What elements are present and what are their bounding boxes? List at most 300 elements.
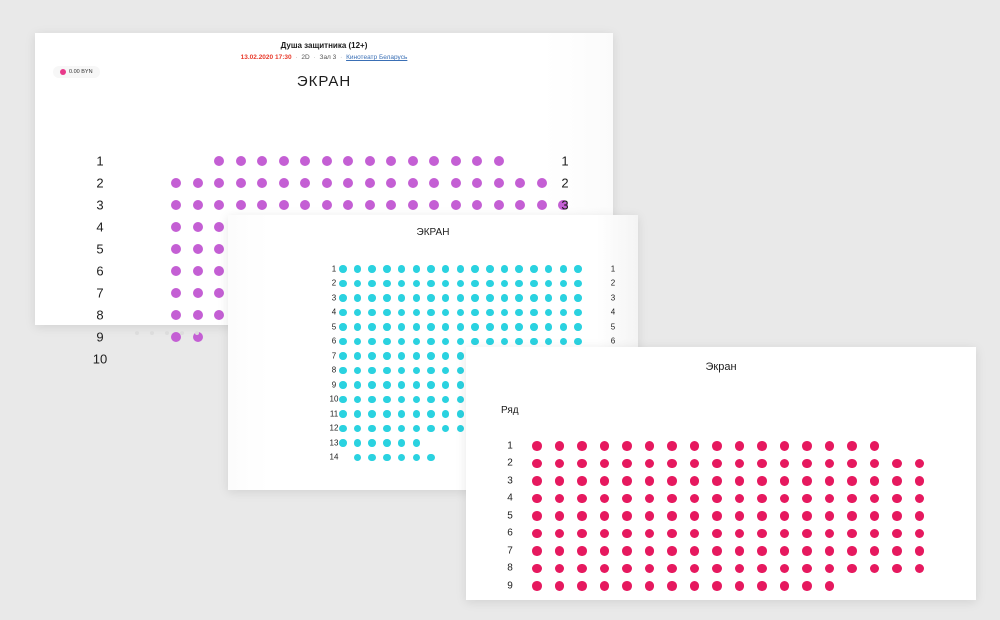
seat[interactable] bbox=[457, 410, 465, 418]
seat[interactable] bbox=[171, 178, 181, 188]
seat[interactable] bbox=[427, 454, 435, 462]
seat[interactable] bbox=[622, 546, 632, 556]
seat[interactable] bbox=[690, 459, 700, 469]
seat[interactable] bbox=[892, 494, 902, 504]
seat[interactable] bbox=[457, 265, 465, 273]
seat[interactable] bbox=[735, 476, 745, 486]
seat[interactable] bbox=[847, 529, 857, 539]
seat[interactable] bbox=[427, 265, 435, 273]
seat[interactable] bbox=[825, 546, 835, 556]
seat[interactable] bbox=[408, 156, 418, 166]
seat[interactable] bbox=[574, 309, 582, 317]
seat[interactable] bbox=[383, 280, 391, 288]
seat[interactable] bbox=[600, 494, 610, 504]
seat[interactable] bbox=[690, 476, 700, 486]
seat[interactable] bbox=[368, 323, 376, 331]
seat[interactable] bbox=[457, 294, 465, 302]
seat[interactable] bbox=[555, 494, 565, 504]
seat[interactable] bbox=[457, 352, 465, 360]
seat[interactable] bbox=[825, 441, 835, 451]
seat[interactable] bbox=[780, 529, 790, 539]
seat[interactable] bbox=[712, 581, 722, 591]
seat[interactable] bbox=[386, 200, 396, 210]
seat[interactable] bbox=[690, 529, 700, 539]
seat[interactable] bbox=[398, 265, 406, 273]
seat[interactable] bbox=[555, 546, 565, 556]
seat[interactable] bbox=[354, 454, 362, 462]
seat[interactable] bbox=[354, 280, 362, 288]
seat[interactable] bbox=[339, 323, 347, 331]
seat[interactable] bbox=[892, 459, 902, 469]
seat[interactable] bbox=[442, 309, 450, 317]
seat[interactable] bbox=[383, 439, 391, 447]
seat[interactable] bbox=[712, 476, 722, 486]
seat[interactable] bbox=[847, 511, 857, 521]
seat[interactable] bbox=[354, 265, 362, 273]
seat[interactable] bbox=[870, 476, 880, 486]
seat[interactable] bbox=[472, 178, 482, 188]
seat[interactable] bbox=[354, 367, 362, 375]
seat[interactable] bbox=[645, 459, 655, 469]
seat[interactable] bbox=[574, 338, 582, 346]
seat[interactable] bbox=[354, 410, 362, 418]
seat[interactable] bbox=[193, 266, 203, 276]
seat[interactable] bbox=[398, 439, 406, 447]
seat[interactable] bbox=[368, 396, 376, 404]
seat[interactable] bbox=[515, 323, 523, 331]
seat[interactable] bbox=[413, 294, 421, 302]
seat[interactable] bbox=[892, 476, 902, 486]
seat[interactable] bbox=[690, 441, 700, 451]
seat[interactable] bbox=[427, 294, 435, 302]
seat[interactable] bbox=[214, 178, 224, 188]
seat[interactable] bbox=[530, 280, 538, 288]
seat[interactable] bbox=[532, 476, 542, 486]
seat[interactable] bbox=[171, 288, 181, 298]
seat[interactable] bbox=[645, 441, 655, 451]
seat[interactable] bbox=[442, 280, 450, 288]
seat[interactable] bbox=[622, 459, 632, 469]
seat-selection-panel-crimson[interactable] bbox=[466, 347, 976, 600]
seat[interactable] bbox=[354, 439, 362, 447]
seat[interactable] bbox=[383, 338, 391, 346]
seat[interactable] bbox=[915, 494, 925, 504]
seat[interactable] bbox=[825, 581, 835, 591]
seat[interactable] bbox=[365, 200, 375, 210]
seat[interactable] bbox=[555, 441, 565, 451]
seat[interactable] bbox=[802, 546, 812, 556]
seat[interactable] bbox=[532, 546, 542, 556]
seat[interactable] bbox=[472, 156, 482, 166]
seat[interactable] bbox=[622, 441, 632, 451]
seat[interactable] bbox=[408, 200, 418, 210]
seat[interactable] bbox=[577, 476, 587, 486]
seat[interactable] bbox=[600, 476, 610, 486]
seat[interactable] bbox=[383, 352, 391, 360]
seat[interactable] bbox=[645, 494, 655, 504]
seat[interactable] bbox=[339, 367, 347, 375]
seat[interactable] bbox=[427, 367, 435, 375]
seat[interactable] bbox=[577, 564, 587, 574]
seat[interactable] bbox=[354, 396, 362, 404]
seat[interactable] bbox=[214, 310, 224, 320]
seat[interactable] bbox=[398, 454, 406, 462]
seat[interactable] bbox=[339, 425, 347, 433]
seat[interactable] bbox=[560, 265, 568, 273]
seat[interactable] bbox=[892, 529, 902, 539]
seat[interactable] bbox=[214, 244, 224, 254]
seat[interactable] bbox=[560, 309, 568, 317]
seat[interactable] bbox=[545, 280, 553, 288]
seat[interactable] bbox=[622, 494, 632, 504]
seat[interactable] bbox=[757, 546, 767, 556]
seat[interactable] bbox=[339, 396, 347, 404]
seat[interactable] bbox=[690, 564, 700, 574]
seat[interactable] bbox=[802, 476, 812, 486]
seat[interactable] bbox=[339, 352, 347, 360]
seat[interactable] bbox=[193, 244, 203, 254]
seat[interactable] bbox=[398, 323, 406, 331]
seat[interactable] bbox=[600, 529, 610, 539]
seat[interactable] bbox=[515, 200, 525, 210]
seat[interactable] bbox=[645, 511, 655, 521]
seat[interactable] bbox=[690, 581, 700, 591]
seat[interactable] bbox=[532, 581, 542, 591]
seat[interactable] bbox=[193, 200, 203, 210]
seat[interactable] bbox=[494, 156, 504, 166]
seat[interactable] bbox=[442, 352, 450, 360]
seat[interactable] bbox=[847, 564, 857, 574]
seat[interactable] bbox=[427, 381, 435, 389]
seat[interactable] bbox=[354, 425, 362, 433]
seat[interactable] bbox=[413, 338, 421, 346]
seat[interactable] bbox=[545, 265, 553, 273]
seat[interactable] bbox=[870, 511, 880, 521]
seat[interactable] bbox=[322, 200, 332, 210]
seat[interactable] bbox=[339, 439, 347, 447]
seat[interactable] bbox=[667, 476, 677, 486]
seat[interactable] bbox=[667, 459, 677, 469]
seat[interactable] bbox=[457, 280, 465, 288]
seat[interactable] bbox=[457, 396, 465, 404]
seat[interactable] bbox=[339, 294, 347, 302]
seat[interactable] bbox=[825, 511, 835, 521]
seat[interactable] bbox=[383, 425, 391, 433]
seat[interactable] bbox=[368, 309, 376, 317]
seat[interactable] bbox=[530, 323, 538, 331]
seat[interactable] bbox=[427, 338, 435, 346]
seat[interactable] bbox=[368, 425, 376, 433]
seat[interactable] bbox=[577, 581, 587, 591]
seat[interactable] bbox=[193, 310, 203, 320]
seat[interactable] bbox=[398, 280, 406, 288]
seat[interactable] bbox=[532, 441, 542, 451]
seat[interactable] bbox=[413, 396, 421, 404]
seat[interactable] bbox=[555, 476, 565, 486]
seat[interactable] bbox=[365, 178, 375, 188]
seat[interactable] bbox=[339, 280, 347, 288]
seat[interactable] bbox=[735, 529, 745, 539]
seat[interactable] bbox=[494, 178, 504, 188]
seat[interactable] bbox=[386, 156, 396, 166]
seat[interactable] bbox=[368, 280, 376, 288]
seat[interactable] bbox=[780, 441, 790, 451]
seat[interactable] bbox=[780, 494, 790, 504]
seat[interactable] bbox=[667, 441, 677, 451]
balance-badge[interactable] bbox=[53, 66, 100, 78]
seat[interactable] bbox=[257, 200, 267, 210]
seat[interactable] bbox=[383, 367, 391, 375]
seat[interactable] bbox=[368, 381, 376, 389]
seat[interactable] bbox=[398, 352, 406, 360]
seat[interactable] bbox=[343, 156, 353, 166]
seat[interactable] bbox=[354, 323, 362, 331]
seat[interactable] bbox=[577, 441, 587, 451]
seat[interactable] bbox=[577, 529, 587, 539]
seat[interactable] bbox=[368, 294, 376, 302]
seat[interactable] bbox=[398, 367, 406, 375]
seat[interactable] bbox=[532, 529, 542, 539]
seat[interactable] bbox=[622, 564, 632, 574]
seat[interactable] bbox=[386, 178, 396, 188]
seat[interactable] bbox=[530, 294, 538, 302]
seat[interactable] bbox=[870, 441, 880, 451]
seat[interactable] bbox=[429, 200, 439, 210]
seat[interactable] bbox=[915, 564, 925, 574]
seat[interactable] bbox=[472, 200, 482, 210]
seat[interactable] bbox=[622, 511, 632, 521]
seat[interactable] bbox=[600, 441, 610, 451]
seat[interactable] bbox=[457, 338, 465, 346]
seat[interactable] bbox=[802, 564, 812, 574]
seat[interactable] bbox=[915, 476, 925, 486]
seat[interactable] bbox=[501, 294, 509, 302]
seat[interactable] bbox=[457, 367, 465, 375]
seat[interactable] bbox=[486, 265, 494, 273]
seat[interactable] bbox=[398, 309, 406, 317]
seat[interactable] bbox=[825, 459, 835, 469]
seat[interactable] bbox=[368, 338, 376, 346]
seat[interactable] bbox=[383, 323, 391, 331]
seat[interactable] bbox=[339, 410, 347, 418]
seat[interactable] bbox=[530, 338, 538, 346]
seat[interactable] bbox=[171, 310, 181, 320]
seat[interactable] bbox=[515, 294, 523, 302]
seat[interactable] bbox=[780, 459, 790, 469]
seat[interactable] bbox=[622, 581, 632, 591]
seat[interactable] bbox=[667, 581, 677, 591]
seat[interactable] bbox=[193, 288, 203, 298]
seat[interactable] bbox=[413, 367, 421, 375]
seat[interactable] bbox=[365, 156, 375, 166]
seat[interactable] bbox=[780, 476, 790, 486]
seat[interactable] bbox=[735, 494, 745, 504]
seat[interactable] bbox=[398, 396, 406, 404]
seat[interactable] bbox=[802, 494, 812, 504]
seat[interactable] bbox=[825, 529, 835, 539]
seat[interactable] bbox=[667, 529, 677, 539]
seat[interactable] bbox=[354, 352, 362, 360]
seat[interactable] bbox=[622, 476, 632, 486]
seat[interactable] bbox=[712, 494, 722, 504]
seat[interactable] bbox=[408, 178, 418, 188]
seat[interactable] bbox=[712, 459, 722, 469]
seat[interactable] bbox=[712, 511, 722, 521]
seat[interactable] bbox=[532, 564, 542, 574]
seat[interactable] bbox=[354, 381, 362, 389]
seat[interactable] bbox=[735, 546, 745, 556]
seat[interactable] bbox=[515, 338, 523, 346]
seat[interactable] bbox=[398, 294, 406, 302]
seat[interactable] bbox=[383, 410, 391, 418]
seat[interactable] bbox=[667, 564, 677, 574]
seat[interactable] bbox=[515, 309, 523, 317]
seat[interactable] bbox=[398, 410, 406, 418]
seat[interactable] bbox=[515, 265, 523, 273]
seat[interactable] bbox=[712, 441, 722, 451]
seat[interactable] bbox=[555, 511, 565, 521]
seat[interactable] bbox=[802, 511, 812, 521]
seat[interactable] bbox=[451, 200, 461, 210]
seat[interactable] bbox=[471, 338, 479, 346]
seat[interactable] bbox=[300, 156, 310, 166]
seat[interactable] bbox=[339, 338, 347, 346]
seat[interactable] bbox=[757, 476, 767, 486]
seat[interactable] bbox=[501, 280, 509, 288]
seat[interactable] bbox=[780, 564, 790, 574]
seat[interactable] bbox=[780, 511, 790, 521]
seat[interactable] bbox=[757, 564, 767, 574]
seat[interactable] bbox=[383, 309, 391, 317]
seat[interactable] bbox=[354, 338, 362, 346]
seat[interactable] bbox=[735, 511, 745, 521]
seat[interactable] bbox=[368, 454, 376, 462]
seat[interactable] bbox=[735, 459, 745, 469]
seat[interactable] bbox=[545, 323, 553, 331]
seat[interactable] bbox=[690, 546, 700, 556]
seat[interactable] bbox=[339, 381, 347, 389]
seat[interactable] bbox=[555, 564, 565, 574]
seat[interactable] bbox=[383, 294, 391, 302]
seat[interactable] bbox=[847, 476, 857, 486]
seat[interactable] bbox=[667, 511, 677, 521]
seat[interactable] bbox=[501, 338, 509, 346]
seat[interactable] bbox=[915, 546, 925, 556]
seat[interactable] bbox=[413, 454, 421, 462]
seat[interactable] bbox=[555, 529, 565, 539]
seat[interactable] bbox=[537, 178, 547, 188]
seat[interactable] bbox=[368, 410, 376, 418]
seat[interactable] bbox=[442, 425, 450, 433]
seat[interactable] bbox=[354, 294, 362, 302]
seat[interactable] bbox=[413, 410, 421, 418]
seat[interactable] bbox=[545, 338, 553, 346]
seat[interactable] bbox=[322, 156, 332, 166]
cinema-link[interactable]: Кинотеатр Беларусь bbox=[346, 54, 408, 61]
seat[interactable] bbox=[735, 581, 745, 591]
seat[interactable] bbox=[257, 156, 267, 166]
seat[interactable] bbox=[847, 459, 857, 469]
seat[interactable] bbox=[429, 178, 439, 188]
seat[interactable] bbox=[560, 280, 568, 288]
seat[interactable] bbox=[494, 200, 504, 210]
seat[interactable] bbox=[555, 581, 565, 591]
seat[interactable] bbox=[171, 266, 181, 276]
seat[interactable] bbox=[915, 511, 925, 521]
seat[interactable] bbox=[501, 323, 509, 331]
seat[interactable] bbox=[413, 425, 421, 433]
seat[interactable] bbox=[690, 511, 700, 521]
seat[interactable] bbox=[545, 294, 553, 302]
seat[interactable] bbox=[383, 381, 391, 389]
seat[interactable] bbox=[471, 323, 479, 331]
seat[interactable] bbox=[279, 178, 289, 188]
seat[interactable] bbox=[712, 564, 722, 574]
seat[interactable] bbox=[257, 178, 267, 188]
seat[interactable] bbox=[555, 459, 565, 469]
seat[interactable] bbox=[600, 564, 610, 574]
seat[interactable] bbox=[429, 156, 439, 166]
seat[interactable] bbox=[870, 546, 880, 556]
seat[interactable] bbox=[574, 280, 582, 288]
seat[interactable] bbox=[214, 156, 224, 166]
seat[interactable] bbox=[870, 564, 880, 574]
seat[interactable] bbox=[413, 323, 421, 331]
seat[interactable] bbox=[413, 265, 421, 273]
seat[interactable] bbox=[236, 200, 246, 210]
seat[interactable] bbox=[645, 476, 655, 486]
seat[interactable] bbox=[515, 178, 525, 188]
seat[interactable] bbox=[413, 381, 421, 389]
seat[interactable] bbox=[560, 323, 568, 331]
seat[interactable] bbox=[802, 529, 812, 539]
seat[interactable] bbox=[645, 529, 655, 539]
seat[interactable] bbox=[383, 454, 391, 462]
seat[interactable] bbox=[645, 581, 655, 591]
seat[interactable] bbox=[870, 494, 880, 504]
seat[interactable] bbox=[757, 511, 767, 521]
seat[interactable] bbox=[368, 367, 376, 375]
seat[interactable] bbox=[457, 425, 465, 433]
seat[interactable] bbox=[368, 439, 376, 447]
seat[interactable] bbox=[757, 459, 767, 469]
seat[interactable] bbox=[667, 494, 677, 504]
seat[interactable] bbox=[870, 459, 880, 469]
seat[interactable] bbox=[383, 396, 391, 404]
seat[interactable] bbox=[214, 266, 224, 276]
seat[interactable] bbox=[368, 352, 376, 360]
seat[interactable] bbox=[847, 441, 857, 451]
seat[interactable] bbox=[577, 459, 587, 469]
seat[interactable] bbox=[427, 352, 435, 360]
seat[interactable] bbox=[354, 309, 362, 317]
seat[interactable] bbox=[780, 581, 790, 591]
seat[interactable] bbox=[757, 441, 767, 451]
seat[interactable] bbox=[427, 323, 435, 331]
seat[interactable] bbox=[574, 294, 582, 302]
seat[interactable] bbox=[486, 338, 494, 346]
seat[interactable] bbox=[645, 564, 655, 574]
seat[interactable] bbox=[537, 200, 547, 210]
seat[interactable] bbox=[847, 494, 857, 504]
seat[interactable] bbox=[802, 581, 812, 591]
seat[interactable] bbox=[413, 439, 421, 447]
seat[interactable] bbox=[368, 265, 376, 273]
seat[interactable] bbox=[600, 581, 610, 591]
seat[interactable] bbox=[577, 546, 587, 556]
seat[interactable] bbox=[532, 459, 542, 469]
seat[interactable] bbox=[343, 200, 353, 210]
